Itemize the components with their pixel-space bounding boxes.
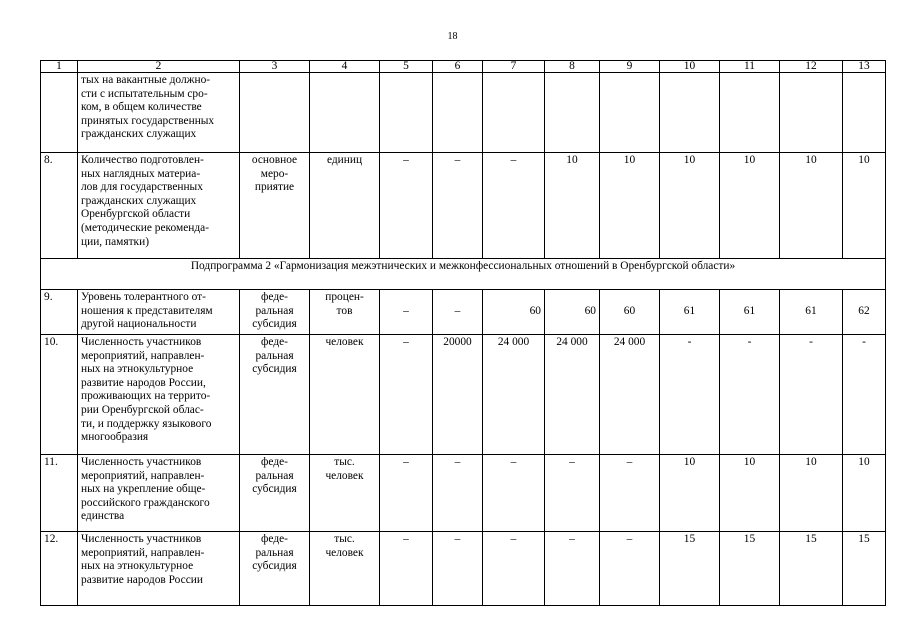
value-cell: – (433, 153, 483, 259)
value-cell: 24 000 (545, 335, 600, 455)
row-number: 8. (41, 153, 78, 259)
subprogram-title: Подпрограмма 2 «Гармонизация межэтнических и межконфессиональных отношений в Оренбургской области» (41, 259, 886, 290)
header-cell: 1 (41, 61, 78, 73)
value-cell: 10 (600, 153, 660, 259)
funding-source: феде- ральная субсидия (240, 532, 310, 606)
value-cell: – (600, 532, 660, 606)
value-cell: 15 (780, 532, 843, 606)
page-number: 18 (447, 31, 458, 42)
value-cell: 10 (780, 455, 843, 532)
header-cell: 12 (780, 61, 843, 73)
value-cell: – (433, 532, 483, 606)
value-cell: 61 (660, 290, 720, 335)
value-cell: – (380, 455, 433, 532)
value-cell: 62 (843, 290, 886, 335)
header-cell: 4 (310, 61, 380, 73)
value-cell: - (780, 335, 843, 455)
table-row (41, 290, 886, 335)
row-number: 11. (41, 455, 78, 532)
value-cell: - (843, 335, 886, 455)
value-cell: 61 (780, 290, 843, 335)
header-cell: 9 (600, 61, 660, 73)
header-cell: 2 (78, 61, 240, 73)
value-cell: 24 000 (600, 335, 660, 455)
table-row (41, 532, 886, 606)
value-cell: 10 (660, 455, 720, 532)
funding-source: феде- ральная субсидия (240, 335, 310, 455)
value-cell: 24 000 (483, 335, 545, 455)
value-cell: – (545, 455, 600, 532)
value-cell: – (483, 455, 545, 532)
header-cell: 3 (240, 61, 310, 73)
indicator-name: Уровень толерантного от- ношения к представителям другой национальности (78, 290, 240, 335)
header-row (41, 61, 886, 73)
value-cell: 10 (720, 153, 780, 259)
indicator-name: Количество подготовлен- ных наглядных материа- лов для государственных гражданских служащих Оренбургской области (методические рекоменда- ции, памятки) (78, 153, 240, 259)
header-cell: 6 (433, 61, 483, 73)
value-cell: – (600, 455, 660, 532)
value-cell: – (380, 335, 433, 455)
value-cell: – (380, 290, 433, 335)
indicator-name: тых на вакантные должно- сти с испытательным сро- ком, в общем количестве принятых государственных гражданских служащих (78, 73, 240, 153)
value-cell: 60 (545, 290, 600, 335)
unit: тыс. человек (310, 532, 380, 606)
indicator-name: Численность участников мероприятий, направлен- ных на этнокультурное развитие народов России (78, 532, 240, 606)
value-cell: – (433, 455, 483, 532)
indicator-name: Численность участников мероприятий, направлен- ных на укрепление обще- российского гражданского единства (78, 455, 240, 532)
subprogram-row (41, 259, 886, 290)
funding-source: основное меро- приятие (240, 153, 310, 259)
header-cell: 10 (660, 61, 720, 73)
funding-source: феде- ральная субсидия (240, 455, 310, 532)
value-cell: – (545, 532, 600, 606)
row-number: 9. (41, 290, 78, 335)
funding-source: феде- ральная субсидия (240, 290, 310, 335)
unit: процен- тов (310, 290, 380, 335)
table-row-continuation (41, 73, 886, 153)
value-cell: 10 (660, 153, 720, 259)
value-cell: 15 (843, 532, 886, 606)
header-cell: 8 (545, 61, 600, 73)
value-cell: – (433, 290, 483, 335)
table-row (41, 335, 886, 455)
value-cell: 10 (545, 153, 600, 259)
value-cell: 20000 (433, 335, 483, 455)
row-number: 12. (41, 532, 78, 606)
value-cell: - (660, 335, 720, 455)
indicators-table (40, 60, 886, 606)
value-cell: 10 (843, 153, 886, 259)
value-cell: 60 (600, 290, 660, 335)
value-cell: 60 (483, 290, 545, 335)
unit: человек (310, 335, 380, 455)
value-cell: – (380, 153, 433, 259)
table-row (41, 455, 886, 532)
header-cell: 5 (380, 61, 433, 73)
value-cell: 61 (720, 290, 780, 335)
indicator-name: Численность участников мероприятий, направлен- ных на этнокультурное развитие народов России, проживающих на террито- рии Оренбургской облас- ти, и поддержку языкового многообразия (78, 335, 240, 455)
table-row (41, 153, 886, 259)
row-number (41, 73, 78, 153)
value-cell: 10 (720, 455, 780, 532)
value-cell: – (380, 532, 433, 606)
header-cell: 11 (720, 61, 780, 73)
value-cell: – (483, 532, 545, 606)
value-cell: - (720, 335, 780, 455)
value-cell: – (483, 153, 545, 259)
value-cell: 15 (720, 532, 780, 606)
value-cell: 10 (780, 153, 843, 259)
header-cell: 13 (843, 61, 886, 73)
value-cell: 15 (660, 532, 720, 606)
row-number: 10. (41, 335, 78, 455)
value-cell: 10 (843, 455, 886, 532)
unit: тыс. человек (310, 455, 380, 532)
header-cell: 7 (483, 61, 545, 73)
unit: единиц (310, 153, 380, 259)
